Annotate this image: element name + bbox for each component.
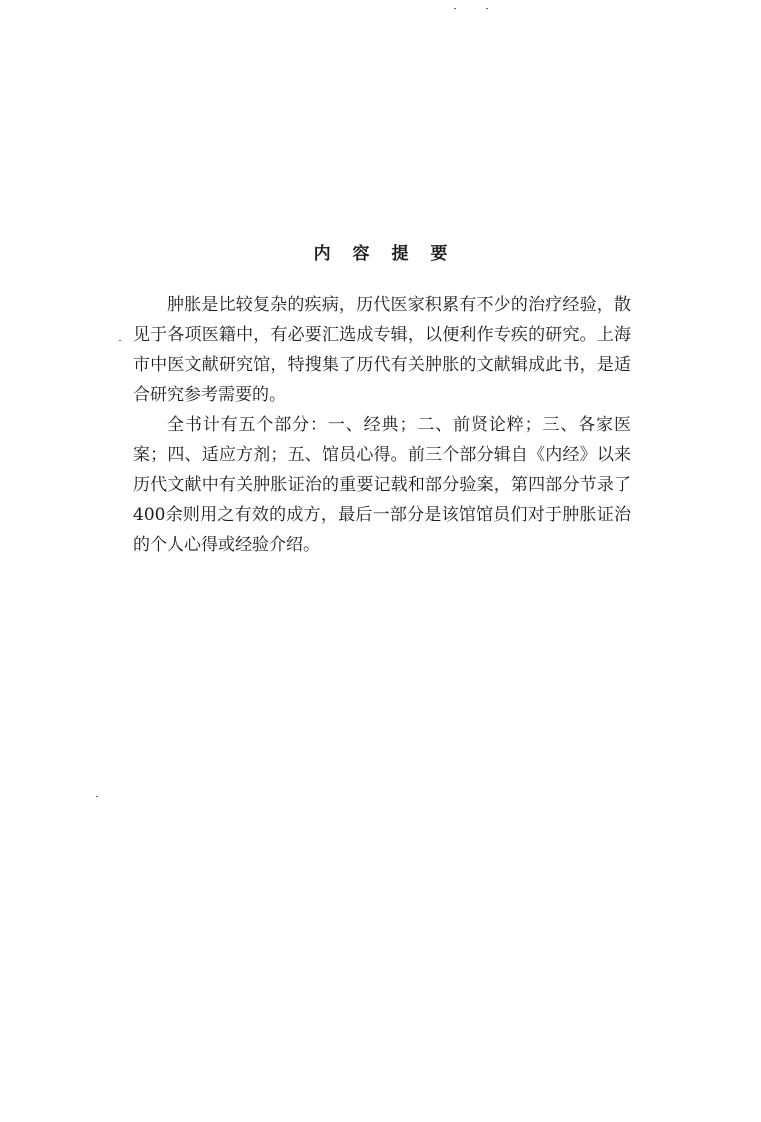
abstract-body <box>133 290 631 560</box>
scan-speck <box>454 8 456 9</box>
paragraph-1: 肿胀是比较复杂的疾病，历代医家积累有不少的治疗经验，散见于各项医籍中，有必要汇选成专辑，以便利作专疾的研究。上海市中医文献研究馆，特搜集了历代有关肿胀的文献辑成此书，是适合研究参考需要的。 <box>133 295 631 405</box>
paragraph-2: 全书计有五个部分：一、经典；二、前贤论粹；三、各家医案；四、适应方剂；五、馆员心得。前三个部分辑自《内经》以来历代文献中有关肿胀证治的重要记载和部分验案，第四部分节录了400余则用之有效的成方，最后一部分是该馆馆员们对于肿胀证治的个人心得或经验介绍。 <box>133 415 631 555</box>
scan-speck <box>96 796 98 797</box>
scan-speck <box>486 8 488 9</box>
page-title: 内 容 提 要 <box>313 244 456 264</box>
scan-speck <box>119 340 121 341</box>
